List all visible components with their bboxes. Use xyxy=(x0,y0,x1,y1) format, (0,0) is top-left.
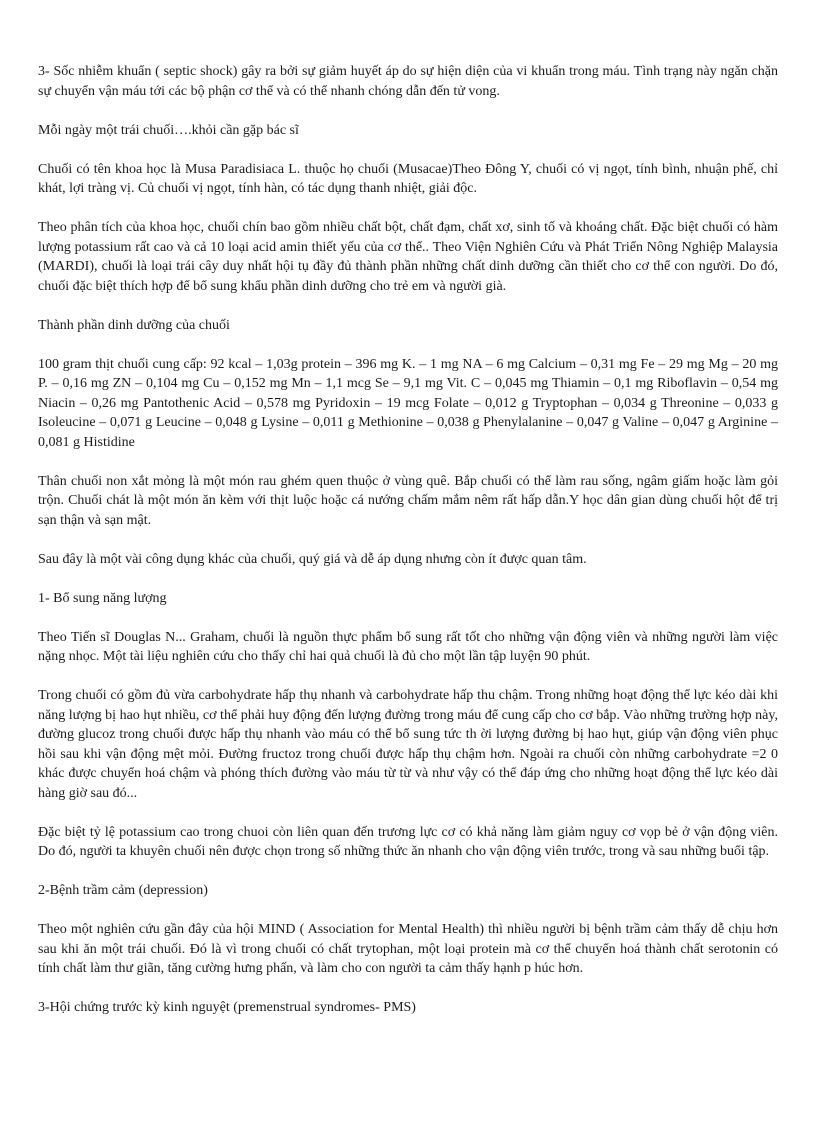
paragraph-nutrition-analysis: Theo phân tích của khoa học, chuối chín bao gồm nhiều chất bột, chất đạm, chất xơ, sinh tố và khoáng chất. Đặc biệt chuối có hàm lượng potassium rất cao và cả 10 loại acid amin thiết yếu của cơ thể.. Theo Viện Nghiên Cứu và Phát Triển Nông Nghiệp Malaysia (MARDI), chuối là loại trái cây duy nhất hội tụ đầy đủ thành phần những chất dinh dưỡng cần thiết cho cơ thể con người. Do đó, chuối đặc biệt thích hợp để bổ sung khẩu phần dinh dưỡng cho trẻ em và người già. xyxy=(38,220,778,294)
document-page xyxy=(38,62,778,1037)
paragraph-potassium: Đặc biệt tỷ lệ potassium cao trong chuoi còn liên quan đến trương lực cơ có khả năng làm giảm nguy cơ vọp bẻ ở vận động viên. Do đó, người ta khuyên chuối nên được chọn trong số những thức ăn nhanh cho vận động viên trước, trong và sau những buổi tập. xyxy=(38,824,778,859)
heading-pms: 3-Hội chứng trước kỳ kinh nguyệt (premenstrual syndromes- PMS) xyxy=(38,1000,416,1015)
paragraph-other-uses-intro: Sau đây là một vài công dụng khác của chuối, quý giá và dễ áp dụng nhưng còn ít được quan tâm. xyxy=(38,551,587,567)
paragraph-graham: Theo Tiến sĩ Douglas N... Graham, chuối là nguồn thực phẩm bổ sung rất tốt cho những vận động viên và những người làm việc nặng nhọc. Một tài liệu nghiên cứu cho thấy chỉ hai quả chuối là đủ cho một lần tập luyện 90 phút. xyxy=(38,629,778,664)
paragraph-carbohydrates: Trong chuối có gồm đủ vừa carbohydrate hấp thụ nhanh và carbohydrate hấp thu chậm. Trong những hoạt động thể lực kéo dài khi năng lượng bị hao hụt nhiều, cơ thể phải huy động đến lượng đường trong máu để cung cấp cho cơ bắp. Vào những trường hợp này, đường glucoz trong chuối được hấp thụ nhanh vào máu có thể bổ sung tức th ời lượng đường bị hao hụt, giúp vận động viên phục hồi sau khi vận động mệt mỏi. Đường fructoz trong chuối được hấp thụ chậm hơn. Ngoài ra chuối còn những carbohydrate =2 0 khác được chuyển hoá chậm và phóng thích đường vào máu từ từ và như vậy có thể đáp ứng cho những hoạt động thể lực kéo dài hàng giờ sau đó... xyxy=(38,688,778,801)
heading-nutrition-composition: Thành phần dinh dưỡng của chuối xyxy=(38,317,230,333)
paragraph-septic-shock: 3- Sốc nhiễm khuẩn ( septic shock) gây ra bởi sự giảm huyết áp do sự hiện diện của vi khuẩn trong máu. Tình trạng này ngăn chặn sự chuyển vận máu tới các bộ phận cơ thể và có thể nhanh chóng dẫn đến tử vong. xyxy=(38,64,778,99)
paragraph-mind-study: Theo một nghiên cứu gần đây của hội MIND ( Association for Mental Health) thì nhiều người bị bệnh trầm cảm thấy dễ chịu hơn sau khi ăn một trái chuối. Đó là vì trong chuối có chất trytophan, một loại protein mà cơ thể chuyển hoá thành chất serotonin có tính chất làm thư giãn, tăng cường hưng phấn, và làm cho con người ta cảm thấy hạnh p húc hơn. xyxy=(38,922,778,976)
heading-depression: 2-Bệnh trầm cảm (depression) xyxy=(38,883,208,898)
paragraph-scientific-name: Chuối có tên khoa học là Musa Paradisiaca L. thuộc họ chuối (Musacae)Theo Đông Y, chuối có vị ngọt, tính bình, nhuận phế, chỉ khát, lợi tràng vị. Củ chuối vị ngọt, tính hàn, có tác dụng thanh nhiệt, giải độc. xyxy=(38,161,778,196)
heading-energy: 1- Bổ sung năng lượng xyxy=(38,590,167,606)
paragraph-banana-stem-uses: Thân chuối non xắt mỏng là một món rau ghém quen thuộc ở vùng quê. Bắp chuối có thể làm rau sống, ngâm giấm hoặc làm gỏi trộn. Chuối chát là một món ăn kèm với thịt luộc hoặc cá nướng chấm mắm nêm rất hấp dẫn.Y học dân gian dùng chuối hột để trị sạn thận và sạn mật. xyxy=(38,473,778,528)
paragraph-nutrient-list: 100 gram thịt chuối cung cấp: 92 kcal – 1,03g protein – 396 mg K. – 1 mg NA – 6 mg Calcium – 0,31 mg Fe – 29 mg Mg – 20 mg P. – 0,16 mg ZN – 0,104 mg Cu – 0,152 mg Mn – 1,1 mcg Se – 9,1 mg Vit. C – 0,045 mg Thiamin – 0,1 mg Riboflavin – 0,54 mg Niacin – 0,26 mg Pantothenic Acid – 0,578 mg Pyridoxin – 19 mcg Folate – 0,012 g Tryptophan – 0,034 g Threonine – 0,033 g Isoleucine – 0,071 g Leucine – 0,048 g Lysine – 0,011 g Methionine – 0,038 g Phenylalanine – 0,047 g Valine – 0,047 g Arginine – 0,081 g Histidine xyxy=(38,356,778,450)
heading-banana-a-day: Mỗi ngày một trái chuối….khỏi cần gặp bác sĩ xyxy=(38,122,299,138)
